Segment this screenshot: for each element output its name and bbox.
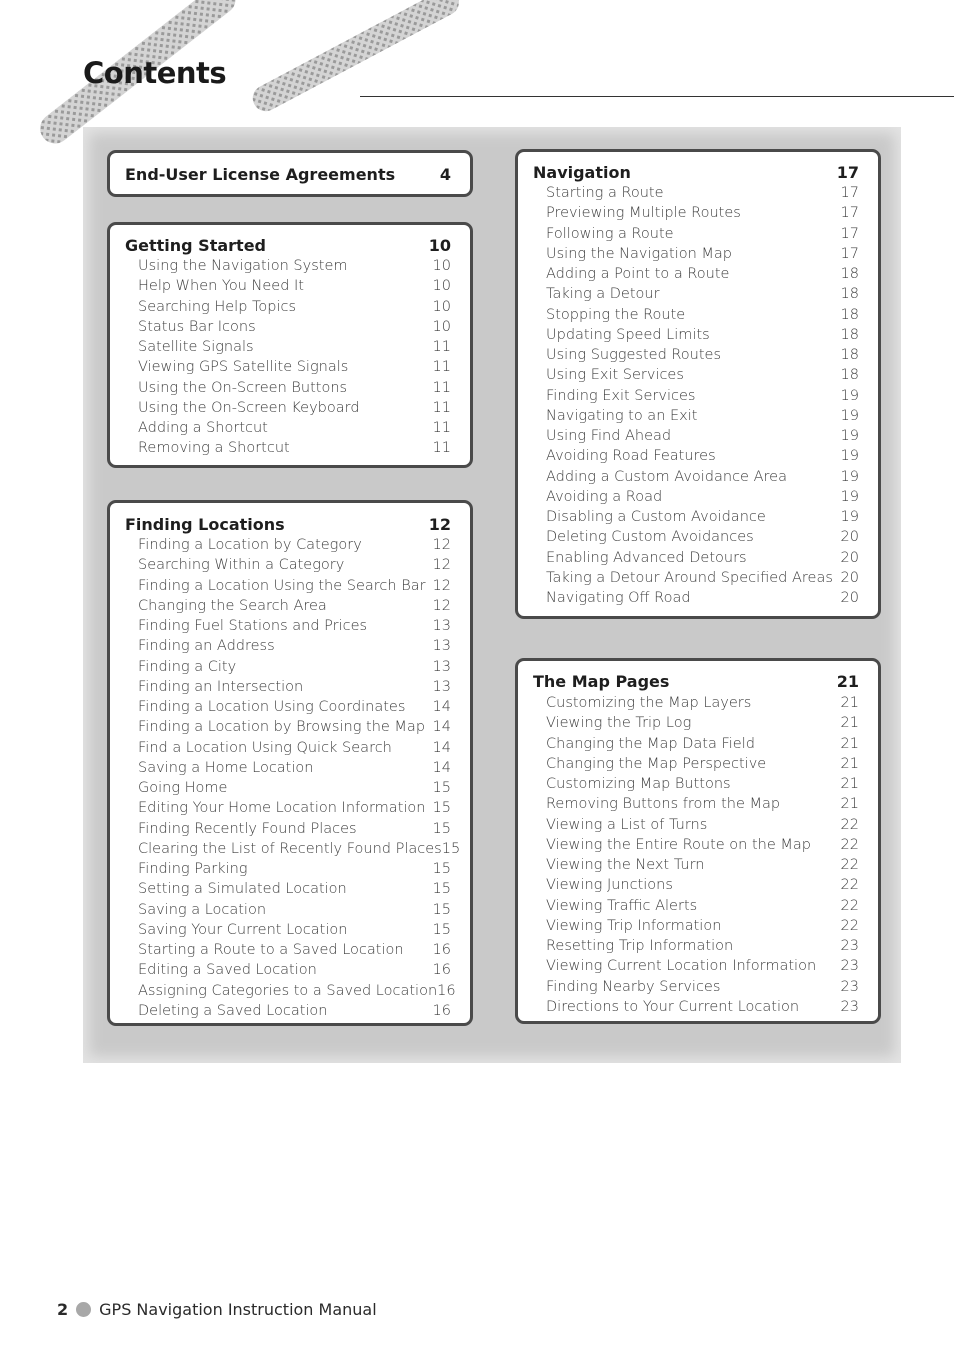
toc-entry-label: Starting a Route <box>546 185 664 201</box>
toc-entry-label: Using Exit Services <box>546 367 684 384</box>
toc-entry-page: 10 <box>432 318 451 335</box>
toc-entry[interactable] <box>138 555 451 575</box>
toc-entry-page: 22 <box>840 836 859 853</box>
toc-entry-label: Customizing Map Buttons <box>546 776 731 792</box>
toc-entry[interactable] <box>138 535 451 555</box>
toc-entry[interactable] <box>546 588 859 608</box>
toc-entry[interactable] <box>138 697 451 717</box>
toc-entry-page: 21 <box>840 796 859 813</box>
page-title: Contents <box>83 56 227 90</box>
toc-entry[interactable] <box>138 798 451 818</box>
section-page: 12 <box>428 515 451 534</box>
toc-entry-page: 18 <box>840 347 859 363</box>
toc-entry[interactable] <box>546 284 859 304</box>
toc-entry-label: Viewing the Next Turn <box>546 857 705 873</box>
toc-entry-label: Finding a Location by Browsing the Map <box>138 719 426 736</box>
toc-entry-page: 16 <box>432 942 451 958</box>
toc-entry-page: 10 <box>432 258 451 274</box>
toc-entry[interactable] <box>138 879 451 899</box>
toc-entry[interactable] <box>546 855 859 875</box>
toc-entry[interactable] <box>546 325 859 345</box>
toc-entry-page: 13 <box>432 678 451 695</box>
toc-entry-page: 14 <box>432 759 451 776</box>
toc-entry[interactable] <box>546 835 859 855</box>
toc-entry-label: Viewing Junctions <box>546 877 673 894</box>
toc-entry[interactable] <box>546 693 859 713</box>
toc-entry-label: Adding a Point to a Route <box>546 266 730 282</box>
toc-entry[interactable] <box>546 568 859 588</box>
title-rule <box>360 96 954 97</box>
toc-entry-page: 15 <box>432 800 451 817</box>
toc-entry-label: Finding a Location Using the Search Bar <box>138 577 426 594</box>
section-getting-started <box>107 222 473 468</box>
toc-entry-page: 22 <box>840 897 859 914</box>
toc-entry[interactable] <box>546 734 859 754</box>
toc-entry-label: Find a Location Using Quick Search <box>138 739 392 756</box>
toc-entry[interactable] <box>138 256 451 276</box>
toc-entry[interactable] <box>138 819 451 839</box>
toc-entry-page: 15 <box>432 780 451 796</box>
toc-entry-label: Stopping the Route <box>546 306 686 323</box>
toc-entry-label: Finding an Address <box>138 638 275 655</box>
toc-entry-page: 16 <box>437 982 456 999</box>
toc-entry-page: 13 <box>432 618 451 634</box>
toc-entry-page: 19 <box>840 387 859 404</box>
toc-entry-label: Editing a Saved Location <box>138 962 317 979</box>
toc-entry[interactable] <box>138 438 451 458</box>
toc-entry-page: 23 <box>840 998 859 1015</box>
toc-entry-page: 15 <box>432 820 451 837</box>
toc-entry-page: 21 <box>840 695 859 711</box>
toc-entry[interactable] <box>546 548 859 568</box>
toc-entry-page: 18 <box>840 326 859 343</box>
toc-entry-page: 11 <box>432 379 451 396</box>
entry-list <box>546 693 859 1017</box>
toc-entry[interactable] <box>546 875 859 895</box>
toc-entry-page: 10 <box>432 298 451 315</box>
section-navigation <box>515 149 881 619</box>
section-eula <box>107 150 473 197</box>
toc-entry[interactable] <box>546 203 859 223</box>
toc-entry[interactable] <box>546 997 859 1017</box>
toc-entry-page: 11 <box>432 420 451 436</box>
toc-entry[interactable] <box>138 778 451 798</box>
toc-entry[interactable] <box>546 244 859 264</box>
section-title[interactable]: Finding Locations <box>125 515 285 534</box>
toc-entry-label: Avoiding Road Features <box>546 448 716 465</box>
toc-entry-page: 21 <box>840 776 859 792</box>
toc-entry[interactable] <box>546 936 859 956</box>
toc-entry-label: Saving a Home Location <box>138 759 314 776</box>
section-title[interactable]: Navigation <box>533 163 631 182</box>
section-page: 4 <box>439 165 451 184</box>
toc-entry-label: Changing the Map Data Field <box>546 735 755 752</box>
toc-entry-page: 14 <box>432 739 451 756</box>
toc-entry[interactable] <box>546 507 859 527</box>
toc-entry-page: 22 <box>840 877 859 894</box>
toc-entry[interactable] <box>138 276 451 296</box>
toc-entry[interactable] <box>546 446 859 466</box>
toc-entry-label: Deleting a Saved Location <box>138 1002 328 1019</box>
toc-entry[interactable] <box>546 183 859 203</box>
toc-entry-label: Using the Navigation Map <box>546 245 733 262</box>
toc-entry-page: 20 <box>840 569 859 586</box>
toc-entry-page: 12 <box>432 577 451 594</box>
toc-entry-label: Using the On-Screen Keyboard <box>138 399 360 416</box>
toc-entry-page: 23 <box>840 958 859 975</box>
toc-entry-label: Removing Buttons from the Map <box>546 796 781 813</box>
toc-entry-label: Adding a Custom Avoidance Area <box>546 468 787 485</box>
toc-entry[interactable] <box>546 896 859 916</box>
toc-entry[interactable] <box>138 657 451 677</box>
toc-entry-page: 16 <box>432 1002 451 1019</box>
toc-entry-label: Searching Within a Category <box>138 557 345 574</box>
toc-entry[interactable] <box>138 398 451 418</box>
toc-entry-page: 17 <box>840 185 859 201</box>
toc-entry-page: 20 <box>840 590 859 606</box>
toc-entry[interactable] <box>138 717 451 737</box>
toc-entry-page: 23 <box>840 978 859 995</box>
section-title[interactable]: End-User License Agreements <box>125 165 396 184</box>
toc-entry[interactable] <box>138 677 451 697</box>
toc-entry-label: Removing a Shortcut <box>138 440 290 457</box>
toc-entry-page: 16 <box>432 962 451 979</box>
toc-entry-page: 18 <box>840 306 859 323</box>
toc-entry[interactable] <box>546 916 859 936</box>
toc-entry-label: Previewing Multiple Routes <box>546 205 741 222</box>
toc-entry-page: 19 <box>840 488 859 505</box>
toc-entry-label: Avoiding a Road <box>546 488 663 505</box>
toc-entry-page: 15 <box>432 901 451 918</box>
toc-entry[interactable] <box>546 794 859 814</box>
bullet-dot-icon <box>76 1302 91 1317</box>
toc-entry-page: 15 <box>432 881 451 898</box>
toc-entry[interactable] <box>138 418 451 438</box>
toc-entry-page: 23 <box>840 938 859 954</box>
toc-entry-label: Deleting Custom Avoidances <box>546 529 754 546</box>
toc-entry[interactable] <box>546 977 859 997</box>
toc-entry-page: 21 <box>840 755 859 772</box>
toc-entry-label: Assigning Categories to a Saved Location <box>138 982 438 999</box>
toc-entry-label: Going Home <box>138 780 228 796</box>
entry-list <box>546 183 859 608</box>
section-title[interactable]: The Map Pages <box>533 672 670 691</box>
toc-entry-page: 14 <box>432 719 451 736</box>
toc-entry-page: 20 <box>840 529 859 546</box>
toc-entry-label: Finding Parking <box>138 861 248 877</box>
toc-entry[interactable] <box>138 758 451 778</box>
toc-entry-label: Finding Fuel Stations and Prices <box>138 618 368 634</box>
toc-entry-label: Taking a Detour Around Specified Areas <box>546 569 833 586</box>
toc-entry-page: 20 <box>840 549 859 566</box>
toc-entry-label: Using the Navigation System <box>138 258 348 274</box>
section-finding-locations <box>107 500 473 1026</box>
toc-entry-page: 22 <box>840 857 859 873</box>
toc-entry-label: Using Find Ahead <box>546 428 672 444</box>
toc-entry[interactable] <box>138 900 451 920</box>
toc-entry-page: 18 <box>840 367 859 384</box>
toc-entry-label: Finding an Intersection <box>138 678 304 695</box>
toc-entry-label: Directions to Your Current Location <box>546 998 800 1015</box>
toc-entry-label: Saving a Location <box>138 901 267 918</box>
toc-entry-label: Viewing the Trip Log <box>546 715 692 732</box>
page-number: 2 <box>57 1300 69 1319</box>
toc-entry[interactable] <box>138 839 461 859</box>
toc-entry-label: Finding Recently Found Places <box>138 820 357 837</box>
toc-entry-label: Resetting Trip Information <box>546 938 734 954</box>
entry-list <box>138 256 451 459</box>
toc-entry[interactable] <box>546 426 859 446</box>
toc-entry-page: 12 <box>432 537 451 553</box>
toc-entry[interactable] <box>138 596 451 616</box>
toc-entry[interactable] <box>546 774 859 794</box>
toc-entry[interactable] <box>138 317 451 337</box>
toc-entry-label: Status Bar Icons <box>138 318 256 335</box>
toc-entry-page: 12 <box>432 597 451 614</box>
toc-entry-label: Finding a Location by Category <box>138 537 362 553</box>
toc-entry[interactable] <box>546 713 859 733</box>
toc-entry-label: Changing the Search Area <box>138 597 327 614</box>
toc-entry-label: Searching Help Topics <box>138 298 297 315</box>
toc-entry-page: 13 <box>432 638 451 655</box>
toc-entry-page: 11 <box>432 359 451 376</box>
toc-entry-label: Setting a Simulated Location <box>138 881 347 898</box>
toc-entry-label: Customizing the Map Layers <box>546 695 752 711</box>
toc-entry-page: 11 <box>432 339 451 355</box>
toc-entry-label: Using Suggested Routes <box>546 347 722 363</box>
toc-entry-label: Help When You Need It <box>138 278 304 295</box>
toc-entry-label: Enabling Advanced Detours <box>546 549 747 566</box>
toc-entry-label: Taking a Detour <box>546 286 660 303</box>
toc-entry[interactable] <box>546 754 859 774</box>
toc-entry-page: 10 <box>432 278 451 295</box>
toc-entry-page: 22 <box>840 816 859 833</box>
toc-entry-page: 21 <box>840 715 859 732</box>
toc-entry-label: Saving Your Current Location <box>138 921 348 938</box>
toc-entry-label: Finding a City <box>138 658 237 675</box>
toc-entry-page: 11 <box>432 440 451 457</box>
toc-entry[interactable] <box>138 616 451 636</box>
toc-entry[interactable] <box>138 357 451 377</box>
toc-entry[interactable] <box>138 738 451 758</box>
toc-entry-page: 19 <box>840 448 859 465</box>
toc-entry-page: 17 <box>840 225 859 242</box>
toc-entry-label: Viewing a List of Turns <box>546 816 708 833</box>
toc-entry-label: Finding Exit Services <box>546 387 696 404</box>
toc-entry[interactable] <box>138 920 451 940</box>
toc-entry-label: Updating Speed Limits <box>546 326 710 343</box>
toc-entry[interactable] <box>138 576 451 596</box>
toc-entry-label: Adding a Shortcut <box>138 420 268 436</box>
toc-entry-label: Viewing Trip Information <box>546 917 722 934</box>
toc-entry[interactable] <box>546 467 859 487</box>
toc-entry[interactable] <box>546 527 859 547</box>
toc-entry-label: Viewing Traffic Alerts <box>546 897 698 914</box>
toc-entry-page: 18 <box>840 266 859 282</box>
toc-entry-page: 13 <box>432 658 451 675</box>
toc-entry-page: 15 <box>432 861 451 877</box>
toc-entry-page: 19 <box>840 468 859 485</box>
toc-entry-page: 12 <box>432 557 451 574</box>
toc-entry-label: Viewing GPS Satellite Signals <box>138 359 349 376</box>
toc-entry-page: 11 <box>432 399 451 416</box>
toc-entry-page: 17 <box>840 245 859 262</box>
toc-entry-label: Finding Nearby Services <box>546 978 721 995</box>
toc-entry-page: 17 <box>840 205 859 222</box>
toc-entry-label: Navigating to an Exit <box>546 407 698 424</box>
toc-entry-page: 18 <box>840 286 859 303</box>
toc-entry-label: Starting a Route to a Saved Location <box>138 942 404 958</box>
toc-entry-label: Using the On-Screen Buttons <box>138 379 348 396</box>
toc-entry-label: Following a Route <box>546 225 674 242</box>
toc-entry[interactable] <box>138 1001 451 1021</box>
toc-entry-page: 19 <box>840 509 859 525</box>
toc-entry[interactable] <box>546 365 859 385</box>
toc-entry[interactable] <box>138 636 451 656</box>
entry-list <box>138 535 461 1021</box>
toc-entry[interactable] <box>138 859 451 879</box>
toc-entry-page: 22 <box>840 917 859 934</box>
toc-entry[interactable] <box>546 406 859 426</box>
toc-entry-label: Editing Your Home Location Information <box>138 800 426 817</box>
toc-entry[interactable] <box>546 386 859 406</box>
toc-entry-page: 15 <box>432 921 451 938</box>
toc-entry[interactable] <box>546 305 859 325</box>
toc-entry-page: 15 <box>441 840 461 857</box>
toc-entry[interactable] <box>138 378 451 398</box>
toc-entry[interactable] <box>138 940 451 960</box>
section-page: 21 <box>836 672 859 691</box>
section-page: 17 <box>836 163 859 182</box>
toc-entry-label: Finding a Location Using Coordinates <box>138 699 406 715</box>
page-footer <box>57 1300 377 1319</box>
toc-entry-page: 19 <box>840 428 859 444</box>
toc-entry[interactable] <box>546 345 859 365</box>
toc-entry-label: Clearing the List of Recently Found Places <box>138 840 442 857</box>
toc-entry[interactable] <box>546 224 859 244</box>
toc-entry[interactable] <box>546 956 859 976</box>
toc-entry[interactable] <box>138 337 451 357</box>
toc-entry-page: 14 <box>432 699 451 715</box>
toc-entry-label: Satellite Signals <box>138 339 254 355</box>
toc-entry[interactable] <box>138 981 456 1001</box>
toc-entry[interactable] <box>546 264 859 284</box>
manual-title: GPS Navigation Instruction Manual <box>99 1300 377 1319</box>
toc-entry-label: Viewing Current Location Information <box>546 958 817 975</box>
toc-entry[interactable] <box>138 297 451 317</box>
section-page: 10 <box>428 236 451 255</box>
toc-entry-page: 19 <box>840 407 859 424</box>
toc-entry[interactable] <box>546 815 859 835</box>
toc-entry[interactable] <box>138 960 451 980</box>
toc-entry-page: 21 <box>840 735 859 752</box>
section-title[interactable]: Getting Started <box>125 236 266 255</box>
toc-entry-label: Changing the Map Perspective <box>546 755 767 772</box>
section-map-pages <box>515 658 881 1024</box>
toc-entry-label: Viewing the Entire Route on the Map <box>546 836 811 853</box>
toc-entry-label: Disabling a Custom Avoidance <box>546 509 766 525</box>
toc-entry-label: Navigating Off Road <box>546 590 691 606</box>
toc-entry[interactable] <box>546 487 859 507</box>
